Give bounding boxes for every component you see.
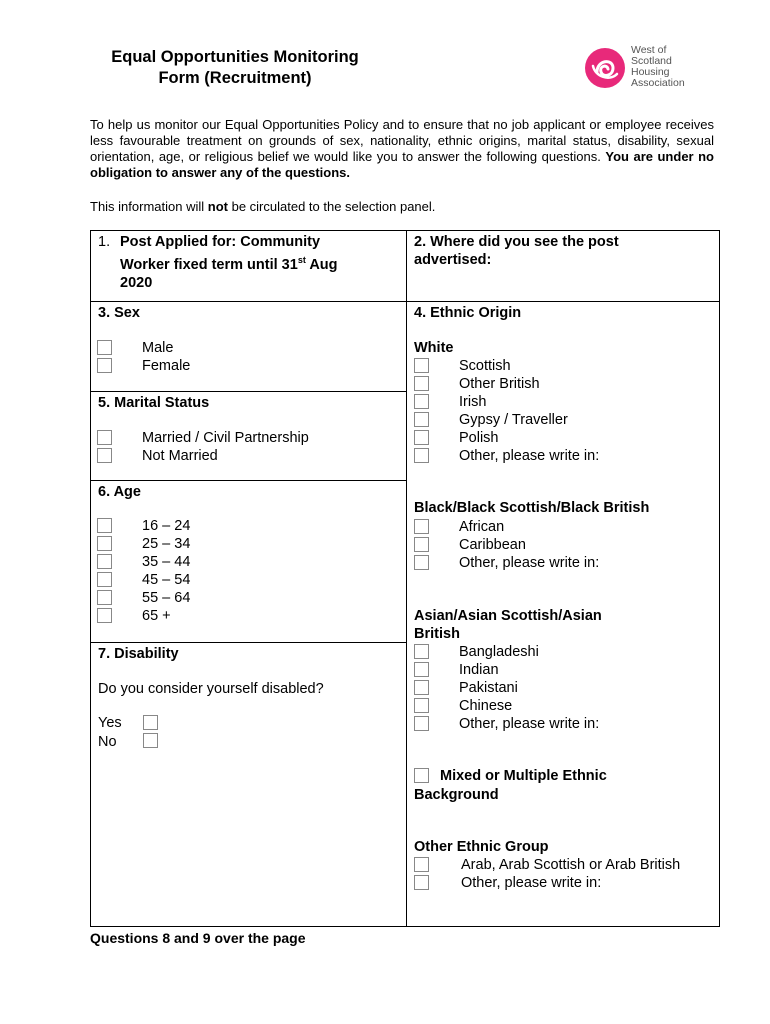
ethnic-asian-label: Other, please write in: bbox=[459, 716, 600, 732]
table-row-divider bbox=[90, 642, 407, 643]
ethnic-asian-checkbox[interactable] bbox=[414, 698, 429, 713]
ethnic-asian-label: Indian bbox=[459, 662, 499, 678]
intro-bold-text: You are under no obligation to answer any of the questions. bbox=[90, 149, 714, 180]
circulation-notice bbox=[90, 199, 435, 214]
form-title-line2: Form (Recruitment) bbox=[158, 69, 312, 87]
marital-not-married-checkbox[interactable] bbox=[97, 448, 112, 463]
sex-female-label: Female bbox=[142, 358, 191, 374]
table-row-divider bbox=[90, 391, 407, 392]
q7-label: 7. Disability bbox=[98, 646, 179, 662]
ethnic-asian-label: Bangladeshi bbox=[459, 644, 539, 660]
notice-pre: This information will bbox=[90, 199, 208, 214]
ethnic-white-label: Scottish bbox=[459, 358, 511, 374]
disability-yes-checkbox[interactable] bbox=[143, 715, 158, 730]
ethnic-white-label: Gypsy / Traveller bbox=[459, 412, 568, 428]
ethnic-white-checkbox[interactable] bbox=[414, 430, 429, 445]
sex-male-checkbox[interactable] bbox=[97, 340, 112, 355]
q2-label bbox=[414, 233, 619, 269]
notice-bold: not bbox=[207, 199, 228, 214]
logo-line: Housing bbox=[631, 66, 670, 78]
q4-label: 4. Ethnic Origin bbox=[414, 305, 522, 321]
intro-paragraph bbox=[90, 117, 714, 181]
disability-no-label: No bbox=[98, 734, 117, 750]
marital-not-married-label: Not Married bbox=[142, 448, 218, 464]
ethnic-mixed-checkbox[interactable] bbox=[414, 768, 429, 783]
table-row-divider bbox=[90, 480, 407, 481]
table-row-divider bbox=[90, 301, 720, 302]
ethnic-asian-label: Pakistani bbox=[459, 680, 518, 696]
ethnic-asian-label: Chinese bbox=[459, 698, 513, 714]
black-heading: Black/Black Scottish/Black British bbox=[414, 500, 650, 516]
q1-line2-post: Aug bbox=[305, 256, 338, 273]
other-ethnic-heading: Other Ethnic Group bbox=[414, 839, 549, 855]
q1-line2-pre: Worker fixed term until 31 bbox=[120, 256, 298, 273]
ethnic-asian-checkbox[interactable] bbox=[414, 662, 429, 677]
ethnic-white-label: Irish bbox=[459, 394, 487, 410]
age-option-label: 55 – 64 bbox=[142, 590, 191, 606]
q5-label: 5. Marital Status bbox=[98, 395, 210, 411]
notice-post: be circulated to the selection panel. bbox=[227, 199, 436, 214]
logo-line: Scotland bbox=[631, 55, 672, 67]
disability-no-checkbox[interactable] bbox=[143, 733, 158, 748]
ethnic-black-label: Other, please write in: bbox=[459, 555, 600, 571]
q1-line2 bbox=[120, 251, 338, 274]
age-checkbox[interactable] bbox=[97, 518, 112, 533]
ethnic-asian-checkbox[interactable] bbox=[414, 716, 429, 731]
table-column-divider bbox=[406, 230, 407, 927]
ethnic-black-label: Caribbean bbox=[459, 537, 526, 553]
ethnic-other-checkbox[interactable] bbox=[414, 857, 429, 872]
age-option-label: 25 – 34 bbox=[142, 536, 191, 552]
ethnic-other-label: Other, please write in: bbox=[461, 875, 602, 891]
ethnic-asian-checkbox[interactable] bbox=[414, 644, 429, 659]
wosha-logo bbox=[583, 44, 713, 90]
q2-line1: 2. Where did you see the post bbox=[414, 234, 619, 250]
q1-line2-sup: st bbox=[297, 255, 306, 265]
ethnic-other-label: Arab, Arab Scottish or Arab British bbox=[461, 857, 681, 873]
age-checkbox[interactable] bbox=[97, 572, 112, 587]
ethnic-mixed-label-line1: Mixed or Multiple Ethnic bbox=[440, 768, 607, 784]
asian-heading bbox=[414, 607, 602, 643]
form-title-line1: Equal Opportunities Monitoring bbox=[111, 48, 359, 66]
age-option-label: 45 – 54 bbox=[142, 572, 191, 588]
age-option-label: 16 – 24 bbox=[142, 518, 191, 534]
q1-label bbox=[120, 233, 338, 292]
ethnic-other-checkbox[interactable] bbox=[414, 875, 429, 890]
ethnic-black-checkbox[interactable] bbox=[414, 519, 429, 534]
logo-line: West of bbox=[631, 44, 667, 56]
ethnic-white-checkbox[interactable] bbox=[414, 394, 429, 409]
q1-number: 1. bbox=[98, 234, 111, 250]
asian-heading-line1: Asian/Asian Scottish/Asian bbox=[414, 608, 602, 624]
disability-question: Do you consider yourself disabled? bbox=[98, 681, 324, 697]
age-checkbox[interactable] bbox=[97, 608, 112, 623]
age-checkbox[interactable] bbox=[97, 590, 112, 605]
sex-female-checkbox[interactable] bbox=[97, 358, 112, 373]
asian-heading-line2: British bbox=[414, 626, 460, 642]
form-title bbox=[100, 47, 370, 89]
ethnic-white-label: Other British bbox=[459, 376, 540, 392]
ethnic-black-checkbox[interactable] bbox=[414, 555, 429, 570]
logo-swirl-icon bbox=[583, 46, 627, 90]
marital-married-label: Married / Civil Partnership bbox=[142, 430, 309, 446]
q3-label: 3. Sex bbox=[98, 305, 140, 321]
q1-line3: 2020 bbox=[120, 274, 153, 291]
age-option-label: 65 + bbox=[142, 608, 171, 624]
ethnic-black-checkbox[interactable] bbox=[414, 537, 429, 552]
sex-male-label: Male bbox=[142, 340, 174, 356]
ethnic-white-label: Other, please write in: bbox=[459, 448, 600, 464]
ethnic-mixed-label-line2: Background bbox=[414, 787, 499, 803]
ethnic-white-label: Polish bbox=[459, 430, 499, 446]
ethnic-black-label: African bbox=[459, 519, 505, 535]
q2-line2: advertised: bbox=[414, 252, 492, 268]
marital-married-checkbox[interactable] bbox=[97, 430, 112, 445]
age-checkbox[interactable] bbox=[97, 554, 112, 569]
disability-yes-label: Yes bbox=[98, 715, 122, 731]
q6-label: 6. Age bbox=[98, 484, 141, 500]
white-heading: White bbox=[414, 340, 454, 356]
age-option-label: 35 – 44 bbox=[142, 554, 191, 570]
logo-text bbox=[631, 45, 685, 89]
ethnic-white-checkbox[interactable] bbox=[414, 358, 429, 373]
q1-line1: Post Applied for: Community bbox=[120, 234, 321, 250]
age-checkbox[interactable] bbox=[97, 536, 112, 551]
logo-line: Association bbox=[631, 77, 685, 89]
intro-text: To help us monitor our Equal Opportunities Policy and to ensure that no job applicant or employee receives less favourable treatment on grounds of sex, nationality, ethnic origins, marital status, disability, sexual orientation, age, or religious belief we would like you to answer the following questions. bbox=[90, 117, 714, 164]
ethnic-asian-checkbox[interactable] bbox=[414, 680, 429, 695]
footer-note: Questions 8 and 9 over the page bbox=[90, 930, 306, 946]
ethnic-white-checkbox[interactable] bbox=[414, 448, 429, 463]
ethnic-white-checkbox[interactable] bbox=[414, 376, 429, 391]
ethnic-white-checkbox[interactable] bbox=[414, 412, 429, 427]
